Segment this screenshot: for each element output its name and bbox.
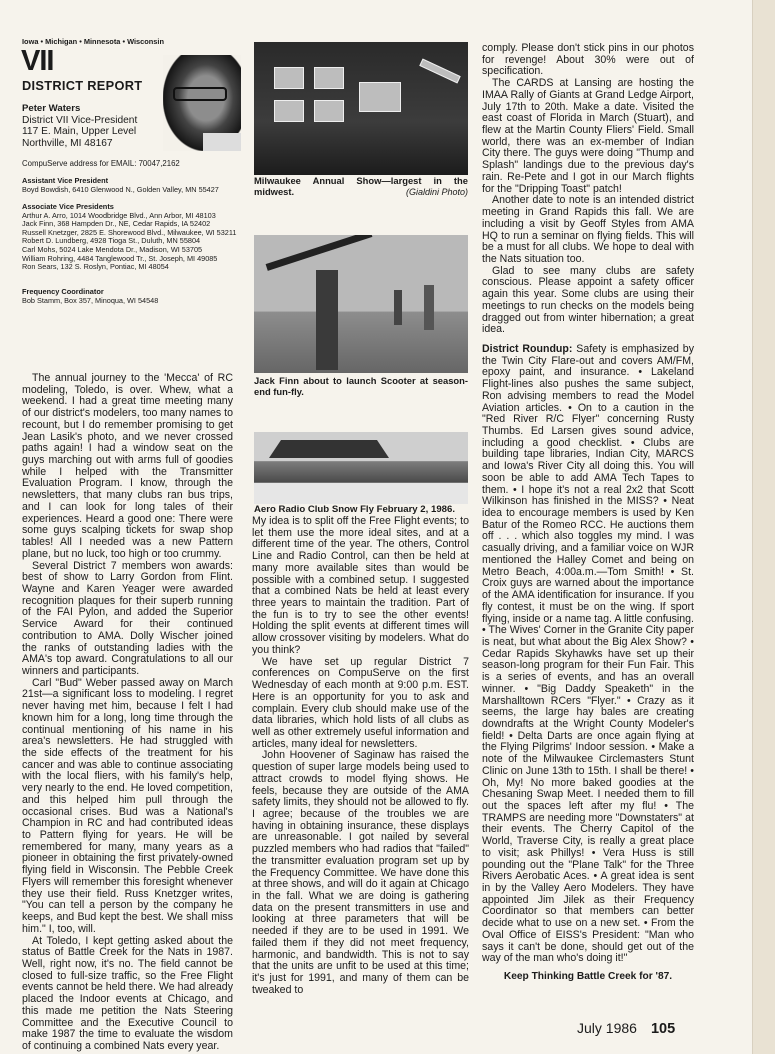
paragraph: The annual journey to the 'Mecca' of RC modeling, Toledo, is over. Whew, what a weekend. I had a great time meeting many of our district's modelers, too many names to recount, but I do remember promising to get Jean Lasik's photo, and we never crossed paths again! I had a window seat on the guys marching out with arms full of goodies while I helped with the Transmitter Evaluation Program. I know, through the newsletters, that many clubs ran bus trips, and I can look for long tales of their experiences. Heard a good one: There were some guys scalping tickets for swap shop tables! All I needed was a new Pattern plane, but no luck, too high or too crummy. (22, 372, 233, 560)
column-2 (252, 516, 469, 996)
glasses-shape (173, 87, 227, 101)
assistant-vp: Boyd Bowdish, 6410 Glenwood N., Golden Valley, MN 55427 (22, 184, 219, 194)
sign-off: Keep Thinking Battle Creek for '87. (503, 971, 673, 983)
frequency-coordinator: Bob Stamm, Box 357, Minoqua, WI 54548 (22, 295, 159, 305)
person-shape (424, 285, 434, 330)
photo-caption: Milwaukee Annual Show—largest in the midwest. (254, 175, 468, 197)
district-states: Iowa • Michigan • Minnesota • Wisconsin (22, 37, 164, 46)
display-panel (359, 82, 401, 112)
email-line: CompuServe address for EMAIL: 70047,2162 (22, 159, 180, 168)
associate-vps-heading: Associate Vice Presidents (22, 202, 114, 211)
display-panel (274, 100, 304, 122)
associate-vp: Ron Sears, 132 S. Roslyn, Pontiac, MI 48054 (22, 262, 169, 272)
photo-caption: Aero Radio Club Snow Fly February 2, 1986. (254, 504, 455, 515)
adjacent-page-edge (752, 0, 775, 1054)
display-panel (314, 100, 344, 122)
section-title: DISTRICT REPORT (22, 78, 143, 93)
person-shape (394, 290, 402, 325)
paragraph: comply. Please don't stick pins in our photos for revenge! About 30% were out of specification. (482, 42, 694, 78)
paragraph: Another date to note is an intended district meeting in Grand Rapids this fall. We are including a visit by Geoff Styles from AMA HQ to run a seminar on flying fields. This will be a must for all clubs. We hope to deal with the Nats situation too. (482, 194, 694, 265)
frequency-coordinator-block (22, 288, 158, 305)
column-1 (22, 373, 233, 1053)
photo-jack-finn (254, 235, 468, 373)
display-panel (314, 67, 344, 89)
roundup-text: Safety is emphasized by the Twin City Flare-out and covers AM/FM, epoxy paint, and insurance. • Lakeland Flight-lines also pushes the same subject, Ron advising members to read the Model Aviation articles. • On to a caution in the "Red River R/C Flyer" concerning Rusty Thumbs. Ed Larsen gives sound advice, including a good checklist. • Clubs are building tape libraries, Indian City, MARCS and Iowa's River City all doing this. You will soon be able to add AMA Tech Tapes to them. • I hope it's not a real 2x2 that Scott Wilkinson has finished in the MISS? • Neat idea to encourage members is used by Ken Batur of the Romeo RCC. He auctions them off . . . which also toggles my mind. I was casually driving, and a familiar voice on WJR mentioned the Halley Comet and being on Metro Beach, 4:00a.m.—Tom Smith! • St. Croix guys are warned about the importance of the AMA identification for insurance. If you fly contest, it must be on the wing. If sport flying, inside or a name tag. A little confusing. • The Wives' Corner in the Granite City paper is neat, but what about the Big Alex Show? • Cedar Rapids Skyhawks have set up their season-long program for their Fun Fair. This is a series of events, and has an overall winner. • "Big Daddy Speaketh" in the Marshalltown RCers "Flyer." • Crazy as it seems, the large hay bales are creating downdrafts at the Wright County Modeler's field! • Delta Darts are once again flying at the Flying Pilgrims' Indoor session. • Make a note of the Milwaukee Circlemasters Stunt Clinic on June 13th to 15th. I shall be there! • Oh, My! No more baked goodies at the Chesaning Swap Meet. I needed them to fill out the spaces left after my flu! • The TRAMPS are needing more "Downstaters" at their events. The Cherry Capitol of the World, Traverse City, is really a great place to visit; ask Phillys! • Vera Huss is still pounding out the "Plane Talk" for the Three Rivers Aerobatic Aces. • A great idea is sent in by the Valley Aero Modelers. They have appointed Jim Jilek as their Frequency Coordinator so that members can better decide what to use on a new set. • From the Oval Office of EISS's President: "Man who says it can't be done, should get out of the way of the man who's doing it!" (482, 342, 694, 965)
collar-shape (203, 133, 241, 151)
paragraph: The CARDS at Lansing are hosting the IMAA Rally of Giants at Grand Ledge Airport, July 17th to 20th. Make a date. Visited the east coast of Florida in March (Stuart), and flew at the Martin County Fliers' Field. Small world, there was an ex-member of Indian City there. The guys were doing "Thump and Splash" landings due to the previous day's rain. Re-Pete and I got in our March flights for the "Dripping Toast" patch! (482, 77, 694, 195)
column-3 (482, 43, 694, 983)
vp-address-line2: Northville, MI 48167 (22, 137, 113, 149)
paragraph: Carl "Bud" Weber passed away on March 21st—a significant loss to modeling. I regret never having met him, because I felt I had known him for a long, long time through the continual mentioning of his name in his area's newsletters. He had struggled with the side effects of the treatment for his cancer and was able to continue associating with the local fliers, with his family's help, very nearly to the end. He loved competition, and this helped him pull through the occasional crises. Bud was a National's Champion in RC and had contributed ideas to Pattern flying for years. He will be remembered for many, many years as a pioneer in obtaining the first privately-owned flying field in Wisconsin. The Pebble Creek Flyers will remember this foresight whenever they use their field. Russ Knetzger writes, "You can tell a person by the company he keeps, and Bud kept the best. We shall miss him." I, too, will. (22, 676, 233, 935)
shelter-roof-shape (269, 440, 389, 458)
assistant-vp-heading: Assistant Vice President (22, 176, 109, 185)
photo-caption: Jack Finn about to launch Scooter at season-end fun-fly. (254, 375, 468, 397)
roundup-lead: District Roundup: (482, 342, 573, 355)
page-number: 105 (650, 1021, 676, 1037)
model-plane-shape (419, 58, 460, 83)
paragraph: At Toledo, I kept getting asked about the status of Battle Creek for the Nats in 1987. Well, right now, it's no. The field cannot be closed to full-size traffic, so the Free Flight events cannot be held there. We had already placed the Indoor events at Chicago, and this made me petition the Nats Steering Committee and the Executive Council to make 1987 the time to evaluate the wisdom of continuing a combined Nats every year. (22, 934, 233, 1052)
associate-vp: Arthur A. Arro, 1014 Woodbridge Blvd., Ann Arbor, MI 48103 (22, 210, 216, 220)
author-portrait (163, 55, 241, 151)
photo-milwaukee-show (254, 42, 468, 175)
frequency-coordinator-heading: Frequency Coordinator (22, 287, 104, 296)
model-plane-shape (266, 235, 373, 271)
issue-date: July 1986 (577, 1020, 637, 1036)
paragraph: Glad to see many clubs are safety conscious. Please appoint a safety officer again this year. Some clubs are using their meetings to run checks on the models being dragged out from winter hibernation; a great idea. (482, 264, 694, 336)
photo-snow-fly (254, 432, 468, 504)
person-shape (316, 270, 338, 370)
assistant-vp-block (22, 177, 219, 194)
associate-vp: Robert D. Lundberg, 4928 Tioga St., Duluth, MN 55804 (22, 236, 201, 246)
paragraph: My idea is to split off the Free Flight events; to let them use the more ideal sites, and at a different time of the year. The others, Control Line and Radio Control, can then be held at many more available sites than would be possible with a combined setup. I suggested that a combined Nats be held at least every three years to maintain the tradition. Part of the fun is to try to see the other events! Holding the split events at different times will allow crossover visiting by modelers. What do you think? (252, 515, 469, 656)
vp-contact (22, 103, 137, 149)
paragraph: We have set up regular District 7 conferences on CompuServe on the first Wednesday of each month at 9:00 p.m. EST. Here is an opportunity for you to ask and complain. Every club should make use of the data libraries, which hold lists of all clubs as well as other extremely useful information and articles, many ideal for newsletters. (252, 655, 469, 750)
vp-address-line1: 117 E. Main, Upper Level (22, 126, 137, 138)
photo-credit: (Gialdini Photo) (405, 187, 468, 197)
vp-title: District VII Vice-President (22, 114, 138, 126)
associate-vps-block (22, 203, 237, 272)
display-panel (274, 67, 304, 89)
paragraph: John Hoovener of Saginaw has raised the question of super large models being used to attract crowds to model flying shows. He feels, because they are outside of the AMA safety limits, they should not be allowed to fly. I agree; because of the troubles we are having in obtaining insurance, these displays are unreasonable. I got nailed by several puzzled members who had radios that "failed" the transmitter evaluation program set up by the Frequency Committee. We have done this at three shows, and will do it again at Chicago in the fall. What we are doing is gathering data on the present transmitters in use and looking at three parameters that will be needed if they are to be used in 1991. We failed them if they did not meet frequency, harmonic, and bandwidth. This is not to say that the units are unfit to be used at this time; it's just for 1991, and many of them can be tweaked to (252, 749, 469, 996)
vp-name: Peter Waters (22, 103, 81, 114)
associate-vp: William Rohring, 4484 Tanglewood Tr., St. Joseph, MI 49085 (22, 253, 218, 263)
district-numeral: VII (21, 45, 54, 77)
page-footer (577, 1020, 675, 1037)
associate-vp: Jack Finn, 368 Hampden Dr., NE, Cedar Rapids, IA 52402 (22, 219, 211, 229)
district-roundup (482, 344, 694, 965)
associate-vp: Carl Mohs, 5024 Lake Mendota Dr., Madison, WI 53705 (22, 244, 203, 254)
associate-vp: Russell Knetzger, 2825 E. Shorewood Blvd., Milwaukee, WI 53211 (22, 227, 237, 237)
paragraph: Several District 7 members won awards: best of show to Larry Gordon from Flint. Wayne and Karen Yeager were awarded recognition plaques for their superb running of the FAI Pylon, and added the Superior Service Award for their continued contribution to AMA. Dolly Wischer joined the ranks of outstanding ladies with the AMA's top award. Congratulations to all our winners and participants. (22, 559, 233, 677)
